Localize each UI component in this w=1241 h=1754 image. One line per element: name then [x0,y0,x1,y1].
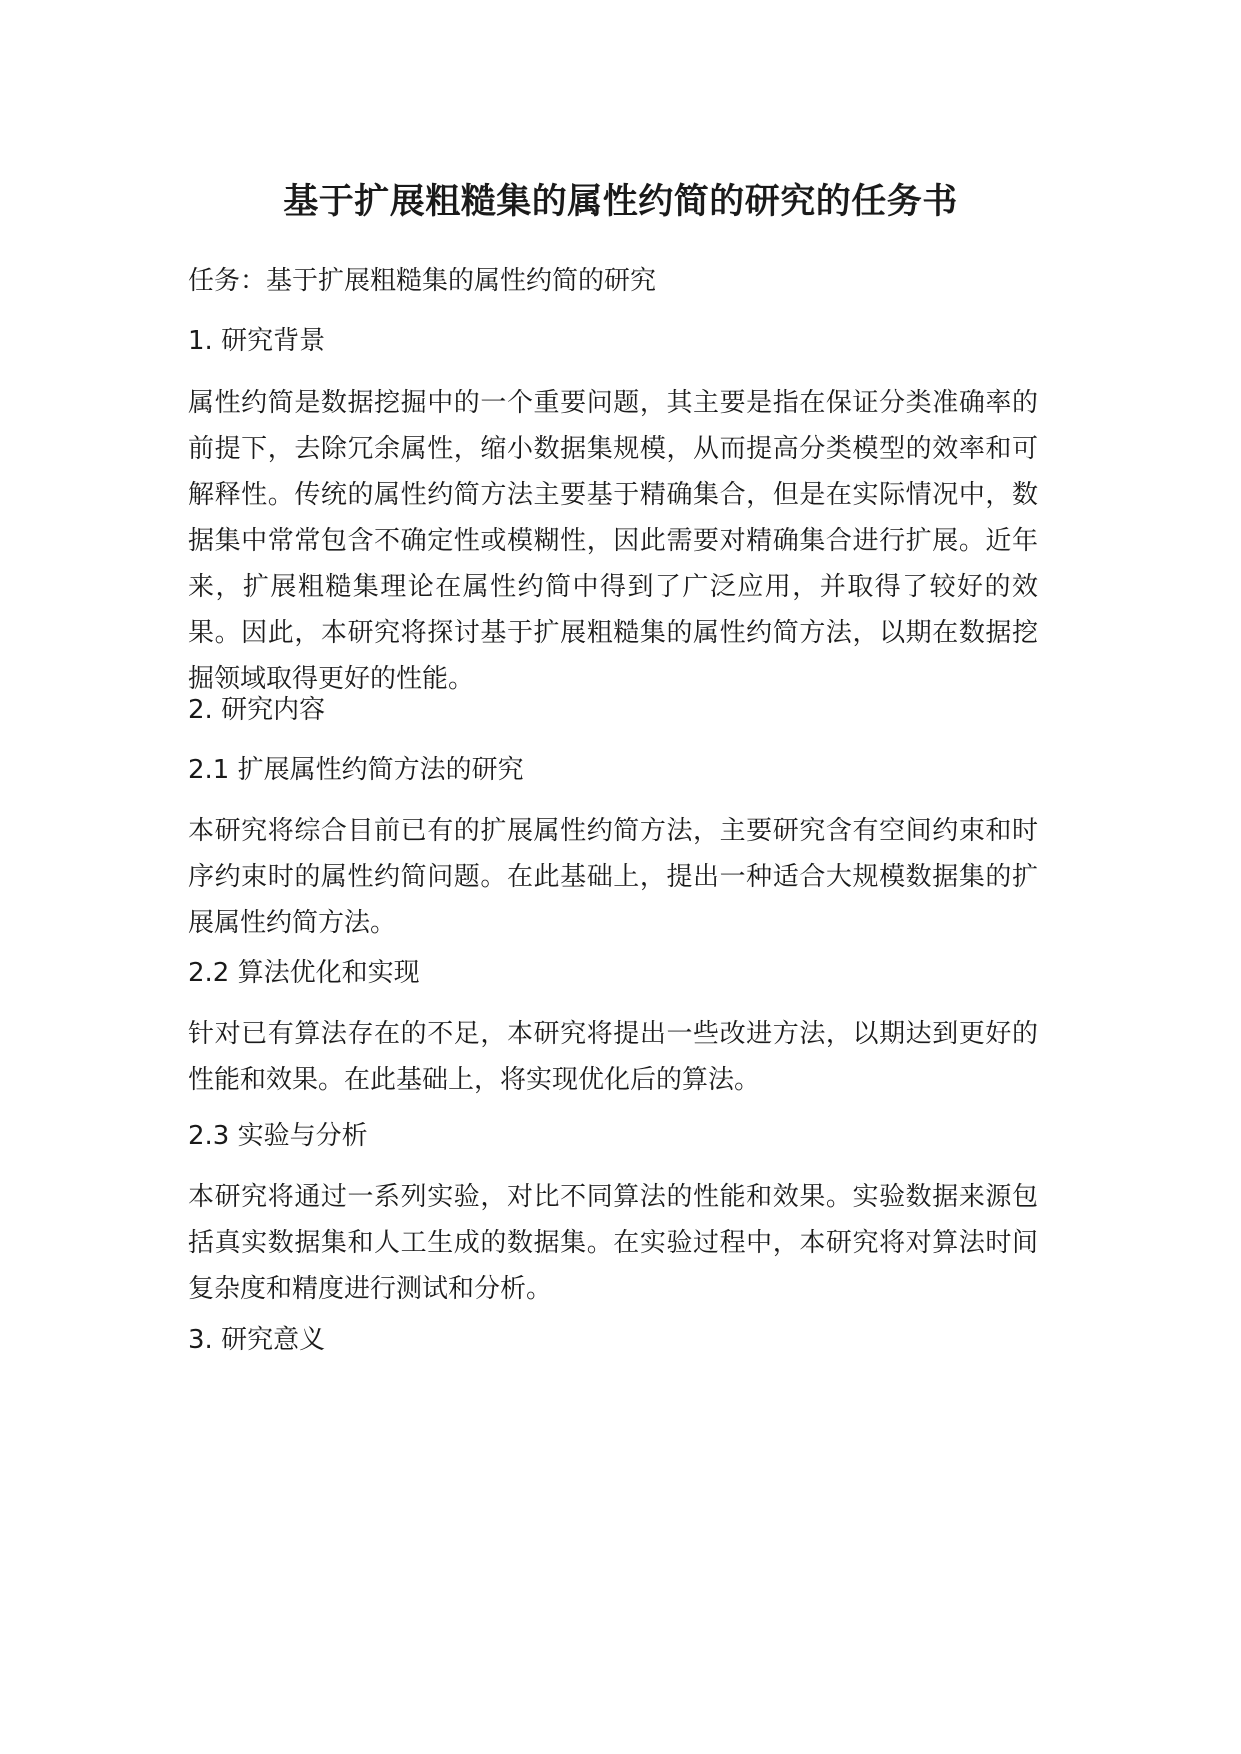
subsection-heading-extended-reduction: 2.1 扩展属性约简方法的研究 [188,755,524,785]
section-heading-content: 2. 研究内容 [188,695,326,725]
section-heading-significance: 3. 研究意义 [188,1325,326,1355]
paragraph-extended-reduction: 本研究将综合目前已有的扩展属性约简方法，主要研究含有空间约束和时序约束时的属性约简问题。在此基础上，提出一种适合大规模数据集的扩展属性约简方法。 [188,816,1038,938]
paragraph-algorithm-optimization: 针对已有算法存在的不足，本研究将提出一些改进方法，以期达到更好的性能和效果。在此基础上，将实现优化后的算法。 [188,1019,1038,1095]
paragraph-experiments: 本研究将通过一系列实验，对比不同算法的性能和效果。实验数据来源包括真实数据集和人工生成的数据集。在实验过程中，本研究将对算法时间复杂度和精度进行测试和分析。 [188,1182,1038,1304]
task-line: 任务：基于扩展粗糙集的属性约简的研究 [188,266,657,296]
section-heading-background: 1. 研究背景 [188,326,326,356]
paragraph-background: 属性约简是数据挖掘中的一个重要问题，其主要是指在保证分类准确率的前提下，去除冗余属性，缩小数据集规模，从而提高分类模型的效率和可解释性。传统的属性约简方法主要基于精确集合，但是在实际情况中，数据集中常常包含不确定性或模糊性，因此需要对精确集合进行扩展。近年来，扩展粗糙集理论在属性约简中得到了广泛应用，并取得了较好的效果。因此，本研究将探讨基于扩展粗糙集的属性约简方法，以期在数据挖掘领域取得更好的性能。 [188,388,1038,694]
subsection-heading-experiments: 2.3 实验与分析 [188,1121,368,1151]
subsection-heading-algorithm-optimization: 2.2 算法优化和实现 [188,958,420,988]
document-title: 基于扩展粗糙集的属性约简的研究的任务书 [283,182,958,222]
